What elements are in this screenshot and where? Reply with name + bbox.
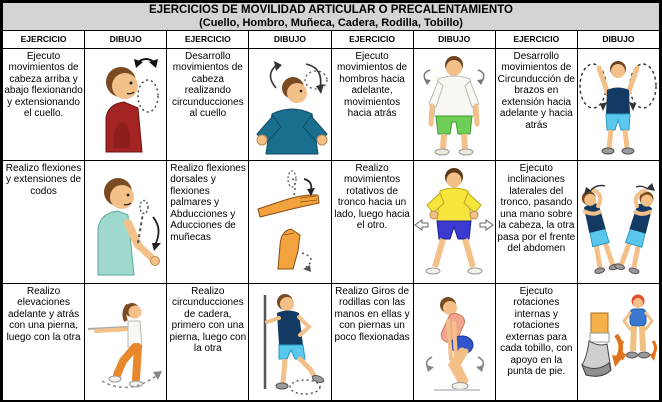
column-header-ejercicio-1: EJERCICIO [3,30,85,48]
exercise-cell [331,160,413,283]
exercise-text: Ejecuto inclinaciones laterales del tronco, pasando una mano sobre la cabeza, la otra pasa por el frente del abdomen [497,162,576,254]
drawing-cell [249,160,331,283]
exercise-cell [495,160,577,283]
drawing-cell [577,48,659,160]
column-header-dibujo-1: DIBUJO [85,30,167,48]
leg-elevation-drawing [86,287,166,397]
knee-rotation-drawing [414,287,494,397]
neck-circumduction-drawing [250,52,330,156]
exercise-cell [495,283,577,400]
exercise-cell [331,283,413,400]
exercise-cell [3,283,85,400]
column-header-dibujo-3: DIBUJO [413,30,495,48]
drawing-cell [85,283,167,400]
hip-circumduction-drawing [250,287,330,397]
shoulder-movement-drawing [414,52,494,156]
exercise-cell [495,48,577,160]
column-header-dibujo-2: DIBUJO [249,30,331,48]
exercise-text: Desarrollo movimientos de cabeza realizando circunducciones al cuello [171,50,244,119]
column-header-ejercicio-3: EJERCICIO [331,30,413,48]
drawing-cell [85,48,167,160]
column-header-ejercicio-4: EJERCICIO [495,30,577,48]
drawing-cell [413,48,495,160]
title-banner [3,3,660,31]
exercise-text: Realizo flexiones y extensiones de codos [5,162,82,197]
exercise-cell [167,160,249,283]
elbow-flexion-drawing [86,165,166,279]
drawing-cell [249,283,331,400]
exercise-text: Ejecuto rotaciones internas y rotaciones externas para cada tobillo, con apoyo en la punta de pie. [500,285,573,377]
exercise-text: Realizo circunducciones de cadera, primero con una pierna, luego con la otra [169,285,247,354]
exercise-text: Realizo flexiones dorsales y flexiones palmares y Abducciones y Aducciones de muñecas [170,162,246,243]
exercise-text: Ejecuto movimientos de hombros hacia adelante, movimientos hacia atrás [337,50,408,119]
drawing-cell [413,160,495,283]
page-title: EJERCICIOS DE MOVILIDAD ARTICULAR O PRECALENTAMIENTO [149,4,513,16]
exercise-text: Ejecuto movimientos de cabeza arriba y abajo flexionando y extensionando el cuello. [4,50,83,119]
column-header-ejercicio-2: EJERCICIO [167,30,249,48]
column-header-dibujo-4: DIBUJO [577,30,659,48]
page-subtitle: (Cuello, Hombro, Muñeca, Cadera, Rodilla, Tobillo) [199,16,463,29]
exercise-table [2,2,660,401]
exercise-text: Realizo movimientos rotativos de tronco hacia un lado, luego hacia el otro. [334,162,410,231]
lateral-incline-drawing [578,165,658,279]
drawing-cell [413,283,495,400]
trunk-rotation-drawing [414,165,494,279]
exercise-cell [167,283,249,400]
exercise-cell [167,48,249,160]
exercise-cell [3,48,85,160]
exercise-text: Desarrollo movimientos de Circunducción de brazos en extensión hacia adelante y hacia atrás [497,50,575,131]
exercise-text: Realizo Giros de rodillas con las manos en ellas y con piernas un poco flexionadas [334,285,410,343]
ankle-rotation-drawing [578,287,658,397]
drawing-cell [577,160,659,283]
exercise-cell [331,48,413,160]
drawing-cell [577,283,659,400]
arm-circumduction-drawing [578,52,658,156]
wrist-movement-drawing [250,165,330,279]
drawing-cell [85,160,167,283]
drawing-cell [249,48,331,160]
exercise-text: Realizo elevaciones adelante y atrás con una pierna, luego con la otra [6,285,81,343]
exercise-cell [3,160,85,283]
head-flexion-drawing [86,52,166,156]
